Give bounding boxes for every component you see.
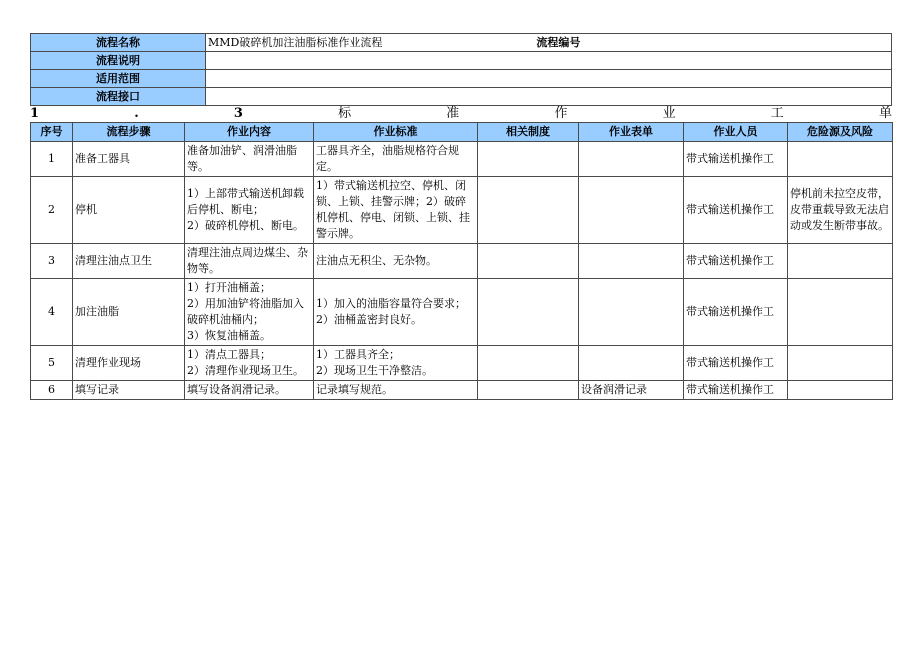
table-row bbox=[31, 381, 893, 400]
cell-risk bbox=[788, 381, 893, 400]
cell-standard: 1）工器具齐全； 2）现场卫生干净整洁。 bbox=[314, 346, 478, 381]
cell-content: 1）打开油桶盖； 2）用加油铲将油脂加入破碎机油桶内； 3）恢复油桶盖。 bbox=[185, 279, 314, 346]
cell-step: 加注油脂 bbox=[73, 279, 185, 346]
cell-risk: 停机前未拉空皮带，皮带重载导致无法启动或发生断带事故。 bbox=[788, 177, 893, 244]
cell-standard: 注油点无积尘、无杂物。 bbox=[314, 244, 478, 279]
col-header-staff: 作业人员 bbox=[684, 123, 788, 142]
cell-standard: 记录填写规范。 bbox=[314, 381, 478, 400]
col-header-form: 作业表单 bbox=[579, 123, 684, 142]
cell-form bbox=[579, 244, 684, 279]
cell-step: 填写记录 bbox=[73, 381, 185, 400]
col-header-step: 流程步骤 bbox=[73, 123, 185, 142]
cell-content: 1）清点工器具； 2）清理作业现场卫生。 bbox=[185, 346, 314, 381]
cell-form bbox=[579, 279, 684, 346]
cell-risk bbox=[788, 142, 893, 177]
cell-rules bbox=[478, 142, 579, 177]
cell-form: 设备润滑记录 bbox=[579, 381, 684, 400]
cell-staff: 带式输送机操作工 bbox=[684, 381, 788, 400]
section-title-char: 单 bbox=[878, 106, 892, 121]
scope-value bbox=[206, 70, 892, 88]
cell-standard: 1）加入的油脂容量符合要求； 2）油桶盖密封良好。 bbox=[314, 279, 478, 346]
cell-step: 停机 bbox=[73, 177, 185, 244]
process-desc-label: 流程说明 bbox=[31, 52, 206, 70]
process-number-label: 流程编号 bbox=[536, 36, 581, 49]
col-header-no: 序号 bbox=[31, 123, 73, 142]
cell-staff: 带式输送机操作工 bbox=[684, 279, 788, 346]
cell-staff: 带式输送机操作工 bbox=[684, 177, 788, 244]
cell-form bbox=[579, 142, 684, 177]
cell-rules bbox=[478, 381, 579, 400]
cell-content: 准备加油铲、润滑油脂等。 bbox=[185, 142, 314, 177]
col-header-standard: 作业标准 bbox=[314, 123, 478, 142]
table-row bbox=[31, 279, 893, 346]
table-row bbox=[31, 177, 893, 244]
col-header-risk: 危险源及风险 bbox=[788, 123, 893, 142]
table-header-row bbox=[31, 123, 893, 142]
cell-staff: 带式输送机操作工 bbox=[684, 142, 788, 177]
cell-standard: 1）带式输送机拉空、停机、闭锁、上锁、挂警示牌；2）破碎机停机、停电、闭锁、上锁、挂警示牌。 bbox=[314, 177, 478, 244]
process-name-value: MMD破碎机加注油脂标准作业流程 bbox=[208, 36, 383, 49]
scope-label: 适用范围 bbox=[31, 70, 206, 88]
process-name-cell bbox=[206, 34, 892, 52]
interface-label: 流程接口 bbox=[31, 88, 206, 106]
cell-no: 3 bbox=[31, 244, 73, 279]
cell-no: 6 bbox=[31, 381, 73, 400]
section-title-char: 3 bbox=[233, 106, 243, 121]
cell-no: 5 bbox=[31, 346, 73, 381]
cell-risk bbox=[788, 346, 893, 381]
cell-rules bbox=[478, 244, 579, 279]
table-row bbox=[31, 346, 893, 381]
process-desc-value bbox=[206, 52, 892, 70]
cell-step: 准备工器具 bbox=[73, 142, 185, 177]
interface-value bbox=[206, 88, 892, 106]
table-row bbox=[31, 244, 893, 279]
cell-rules bbox=[478, 346, 579, 381]
section-title-char: 业 bbox=[662, 106, 676, 121]
section-title-char: 工 bbox=[770, 106, 784, 121]
col-header-content: 作业内容 bbox=[185, 123, 314, 142]
section-title-char: . bbox=[134, 106, 139, 121]
procedure-table bbox=[30, 122, 893, 400]
cell-rules bbox=[478, 177, 579, 244]
section-title bbox=[30, 104, 892, 121]
process-name-row bbox=[31, 34, 892, 52]
table-row bbox=[31, 142, 893, 177]
col-header-rules: 相关制度 bbox=[478, 123, 579, 142]
cell-risk bbox=[788, 244, 893, 279]
cell-standard: 工器具齐全，油脂规格符合规定。 bbox=[314, 142, 478, 177]
cell-rules bbox=[478, 279, 579, 346]
section-title-char: 作 bbox=[554, 106, 568, 121]
cell-no: 1 bbox=[31, 142, 73, 177]
section-title-char: 准 bbox=[446, 106, 460, 121]
cell-content: 填写设备润滑记录。 bbox=[185, 381, 314, 400]
process-name-label: 流程名称 bbox=[31, 34, 206, 52]
cell-no: 4 bbox=[31, 279, 73, 346]
cell-step: 清理注油点卫生 bbox=[73, 244, 185, 279]
cell-form bbox=[579, 177, 684, 244]
cell-no: 2 bbox=[31, 177, 73, 244]
process-desc-row bbox=[31, 52, 892, 70]
scope-row bbox=[31, 70, 892, 88]
section-title-char: 1 bbox=[30, 106, 40, 121]
section-title-char: 标 bbox=[338, 106, 352, 121]
cell-risk bbox=[788, 279, 893, 346]
cell-staff: 带式输送机操作工 bbox=[684, 346, 788, 381]
interface-row bbox=[31, 88, 892, 106]
cell-content: 清理注油点周边煤尘、杂物等。 bbox=[185, 244, 314, 279]
cell-content: 1）上部带式输送机卸载后停机、断电； 2）破碎机停机、断电。 bbox=[185, 177, 314, 244]
process-info-table bbox=[30, 33, 892, 106]
cell-form bbox=[579, 346, 684, 381]
cell-step: 清理作业现场 bbox=[73, 346, 185, 381]
cell-staff: 带式输送机操作工 bbox=[684, 244, 788, 279]
